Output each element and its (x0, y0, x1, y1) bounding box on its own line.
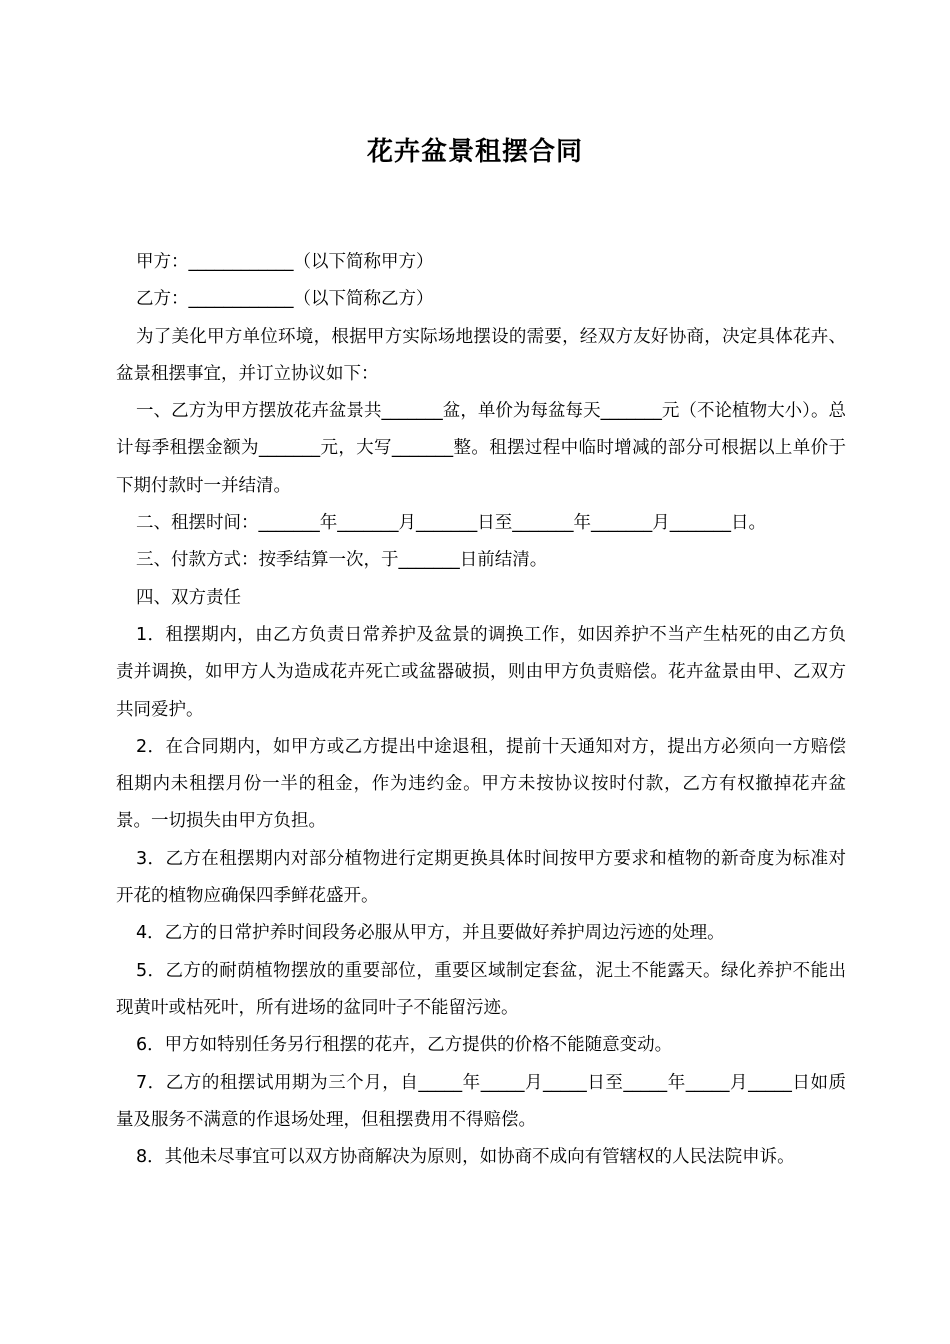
party-a-line: 甲方：____________（以下简称甲方） (136, 252, 434, 272)
responsibility-item-7: 7．乙方的租摆试用期为三个月，自_____年_____月_____日至_____年_____月_____日如质量及服务不满意的作退场处理，但租摆费用不得赔偿。 (116, 1072, 846, 1130)
responsibility-item-8: 8．其他未尽事宜可以双方协商解决为原则，如协商不成向有管辖权的人民法院申诉。 (136, 1147, 795, 1168)
party-b-line: 乙方：____________（以下简称乙方） (136, 289, 434, 310)
responsibility-item-1: 1．租摆期内，由乙方负责日常养护及盆景的调换工作，如因养护不当产生枯死的由乙方负责并调换，如甲方人为造成花卉死亡或盆器破损，则由甲方负责赔偿。花卉盆景由甲、乙双方共同爱护。 (116, 624, 846, 720)
clause-2-rental-period: 二、租摆时间：_______年_______月_______日至_______年_______月_______日。 (136, 513, 766, 534)
responsibility-item-2: 2．在合同期内，如甲方或乙方提出中途退租，提前十天通知对方，提出方必须向一方赔偿租期内未租摆月份一半的租金，作为违约金。甲方未按协议按时付款，乙方有权撤掉花卉盆景。一切损失由甲方负担。 (116, 736, 846, 832)
responsibility-item-5: 5．乙方的耐荫植物摆放的重要部位，重要区域制定套盆，泥土不能露天。绿化养护不能出现黄叶或枯死叶，所有进场的盆同叶子不能留污迹。 (116, 960, 846, 1018)
responsibility-item-3: 3．乙方在租摆期内对部分植物进行定期更换具体时间按甲方要求和植物的新奇度为标准对开花的植物应确保四季鲜花盛开。 (116, 848, 846, 907)
clause-1-quantity-price: 一、乙方为甲方摆放花卉盆景共_______盆，单价为每盆每天_______元（不论植物大小）。总计每季租摆金额为_______元，大写_______整。租摆过程中临时增减的部分可根据以上单价于下期付款时一并结清。 (116, 401, 846, 496)
responsibility-item-6: 6．甲方如特别任务另行租摆的花卉，乙方提供的价格不能随意变动。 (136, 1035, 673, 1056)
document-body (116, 244, 846, 1176)
clause-4-heading: 四、双方责任 (136, 587, 241, 608)
clause-3-payment: 三、付款方式：按季结算一次，于_______日前结清。 (136, 550, 548, 571)
responsibility-item-4: 4．乙方的日常护养时间段务必服从甲方，并且要做好养护周边污迹的处理。 (136, 923, 725, 944)
document-title: 花卉盆景租摆合同 (366, 137, 583, 167)
preamble-paragraph: 为了美化甲方单位环境，根据甲方实际场地摆设的需要，经双方友好协商，决定具体花卉、盆景租摆事宜，并订立协议如下： (116, 326, 846, 384)
